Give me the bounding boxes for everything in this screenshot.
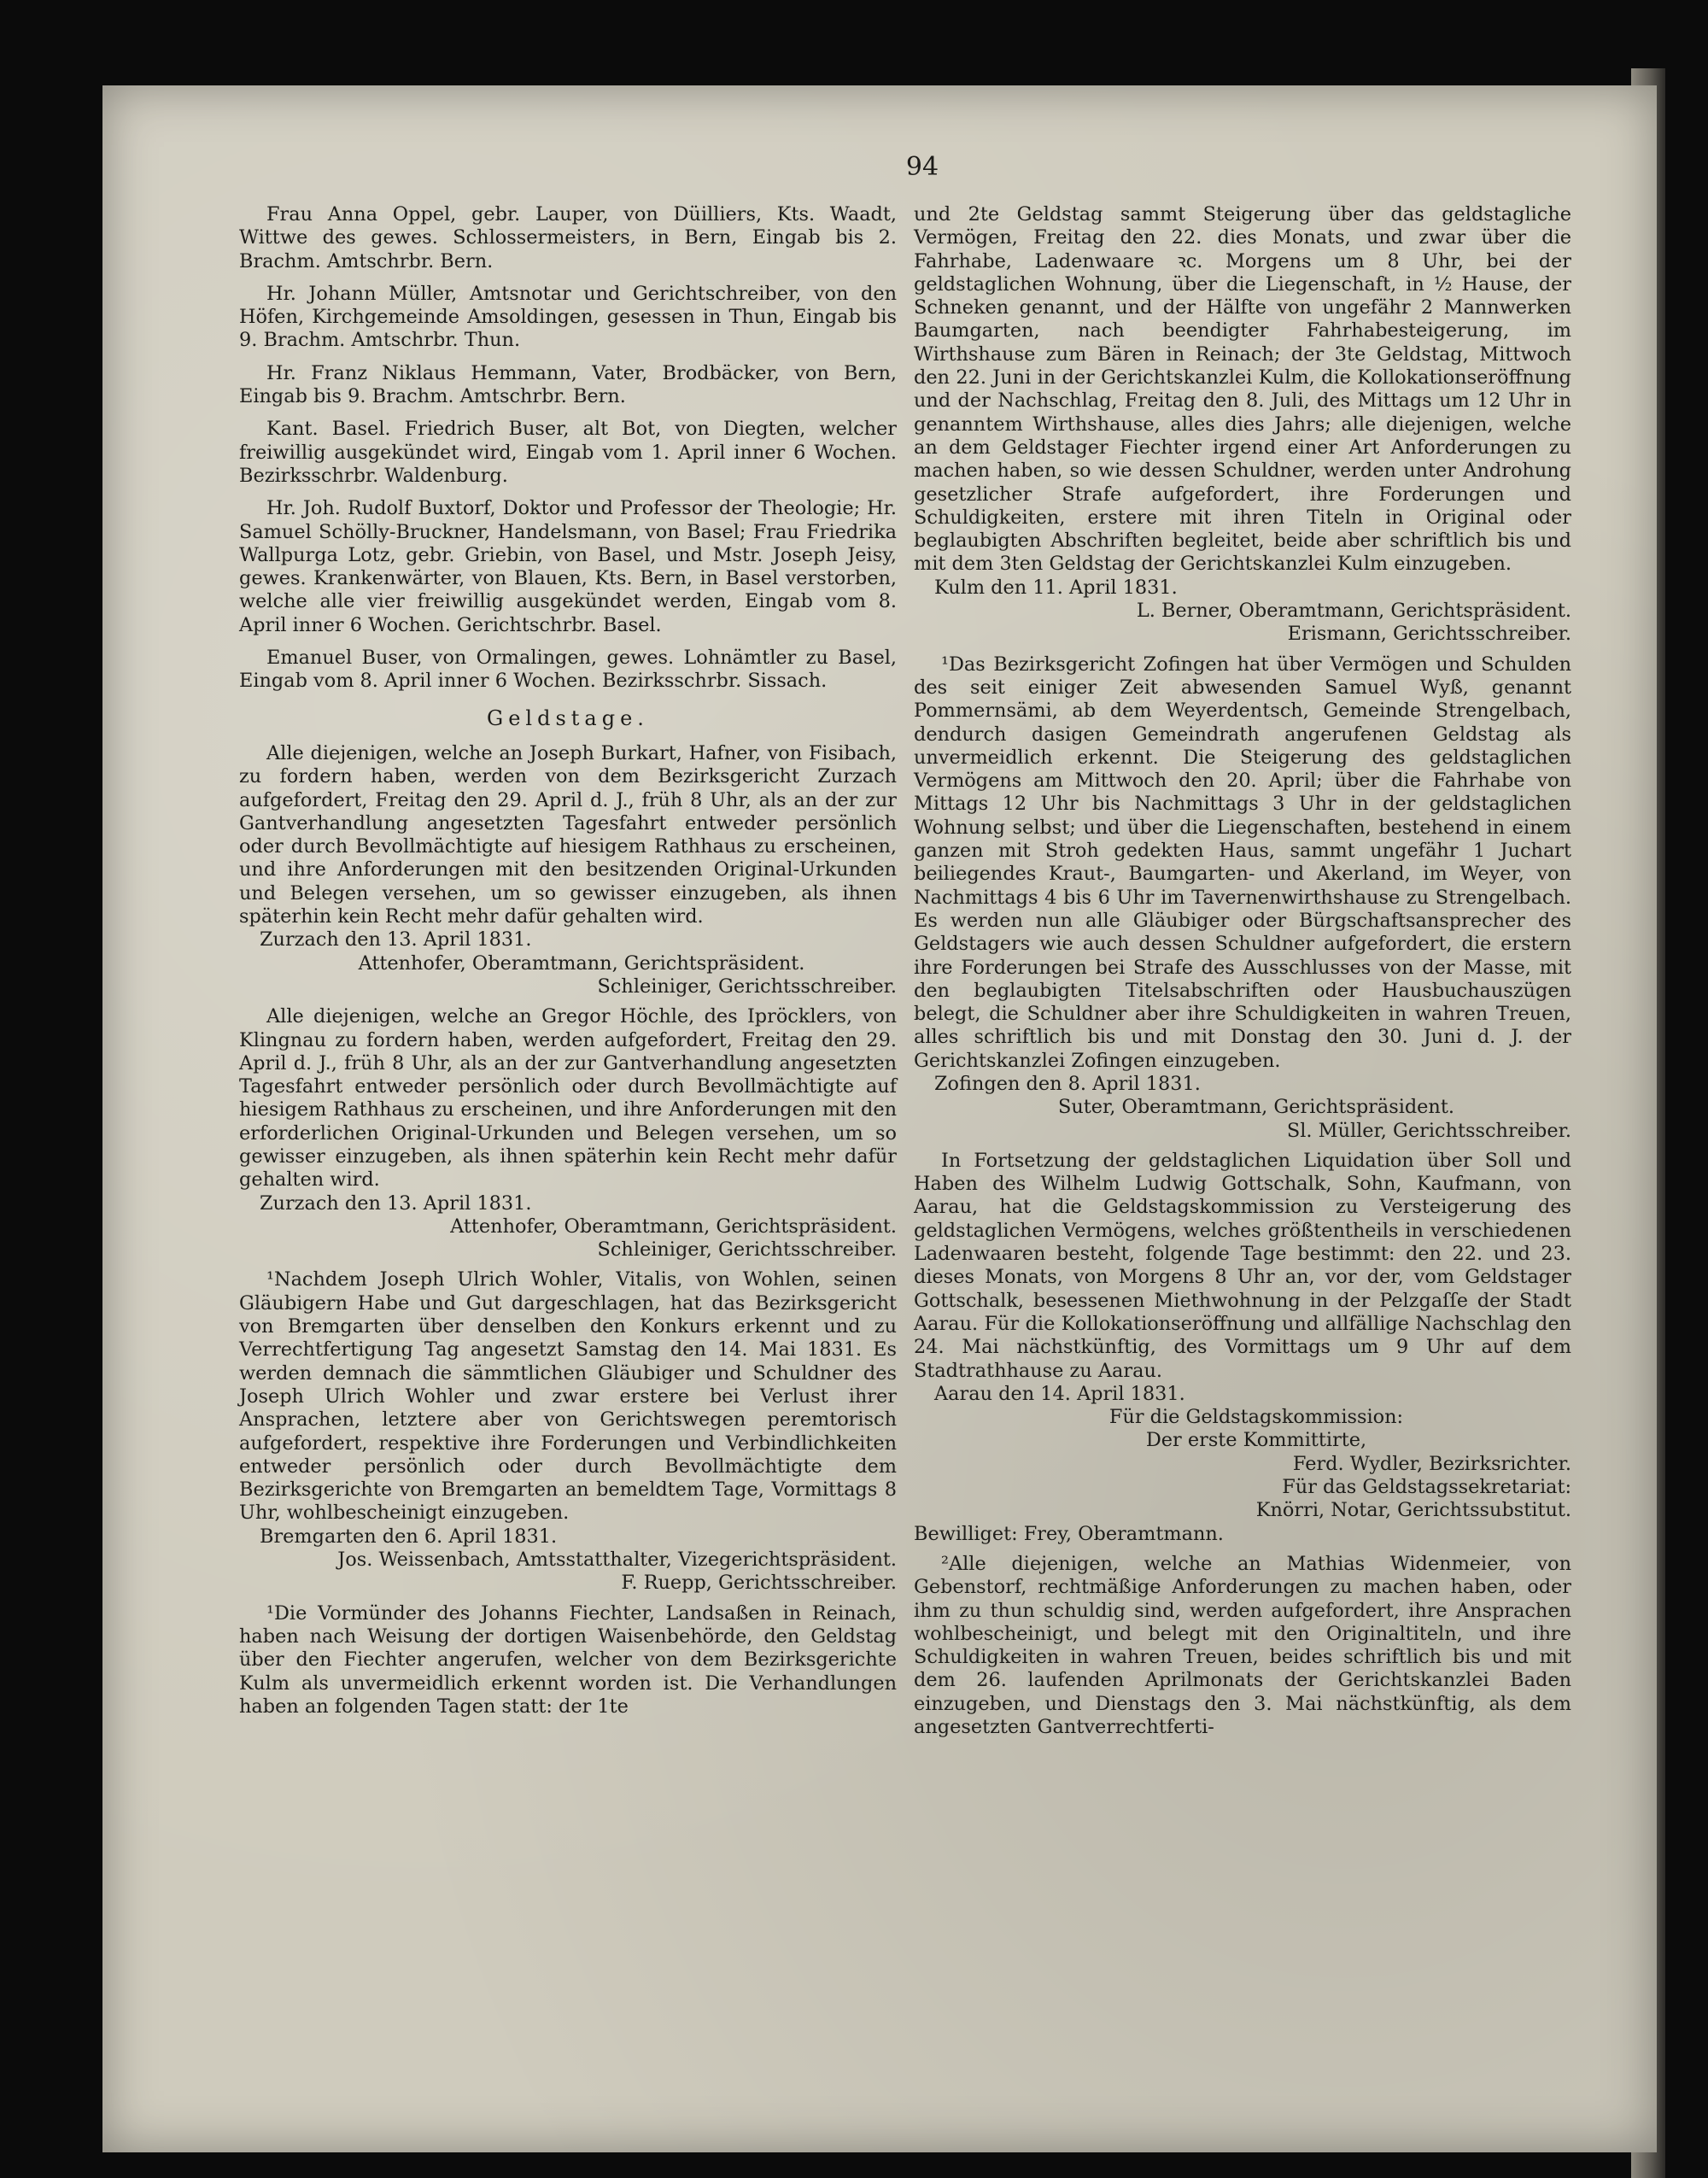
notice-paragraph: Kant. Basel. Friedrich Buser, alt Bot, von Diegten, welcher freiwillig ausgekündet wird, Eingab vom 1. April inner 6 Wochen. Bezirksschrbr. Waldenburg. — [239, 418, 897, 487]
notice-place-date: Zurzach den 13. April 1831. — [260, 1191, 532, 1215]
notice-signature: Attenhofer, Oberamtmann, Gerichtspräsident. — [450, 1215, 897, 1238]
notice-place-date: Aarau den 14. April 1831. — [934, 1382, 1185, 1405]
notice-signature: Sl. Müller, Gerichtsschreiber. — [1286, 1119, 1571, 1142]
notice-place-date: Bremgarten den 6. April 1831. — [260, 1525, 558, 1548]
notice-paragraph: Frau Anna Oppel, gebr. Lauper, von Düilliers, Kts. Waadt, Wittwe des gewes. Schlossermeisters, in Bern, Eingab bis 2. Brachm. Amtschrbr. Bern. — [239, 203, 897, 272]
notice-paragraph: ¹Nachdem Joseph Ulrich Wohler, Vitalis, von Wohlen, seinen Gläubigern Habe und Gut dargeschlagen, hat das Bezirksgericht von Bremgarten über denselben den Konkurs erkennt und zu Verrechtfertigung Tag angesetzt Samstag den 14. Mai 1831. Es werden demnach die sämmtlichen Gläubiger und Schuldner des Joseph Ulrich Wohler und zwar erstere bei Verlust ihrer Ansprachen, letztere aber von Gerichtswegen peremtorisch aufgefordert, respektive ihre Forderungen und Verbindlichkeiten entweder persönlich oder durch Bevollmächtigte dem Bezirksgerichte von Bremgarten an bemeldtem Tage, Vormittags 8 Uhr, wohlbescheinigt einzugeben. — [239, 1268, 897, 1525]
notice-signature: Jos. Weissenbach, Amtsstatthalter, Vizegerichtspräsident. — [337, 1549, 897, 1572]
notice-place-date: Kulm den 11. April 1831. — [934, 576, 1178, 599]
notice-signature: Schleiniger, Gerichtsschreiber. — [597, 1238, 897, 1262]
notice-signature: F. Ruepp, Gerichtsschreiber. — [621, 1572, 897, 1595]
notice-signature: Suter, Oberamtmann, Gerichtspräsident. — [1058, 1096, 1454, 1119]
left-column — [239, 203, 897, 1728]
notice-signature: Ferd. Wydler, Bezirksrichter. — [1292, 1452, 1571, 1475]
notice-paragraph: Emanuel Buser, von Ormalingen, gewes. Lohnämtler zu Basel, Eingab vom 8. April inner 6 Wochen. Bezirksschrbr. Sissach. — [239, 647, 897, 693]
notice-signature: L. Berner, Oberamtmann, Gerichtspräsident. — [1136, 600, 1571, 623]
notice-approval: Bewilliget: Frey, Oberamtmann. — [914, 1522, 1224, 1545]
notice-paragraph: und 2te Geldstag sammt Steigerung über das geldstagliche Vermögen, Freitag den 22. dies Monats, und zwar über die Fahrhabe, Ladenwaare ꝛc. Morgens um 8 Uhr, bei der geldstaglichen Wohnung, über die Liegenschaft, in ½ Hause, der Schneken genannt, und der Hälfte von ungefähr 2 Mannwerken Baumgarten, nach beendigter Fahrhabesteigerung, im Wirthshause zum Bären in Reinach; der 3te Geldstag, Mittwoch den 22. Juni in der Gerichtskanzlei Kulm, die Kollokationseröffnung und der Nachschlag, Freitag den 8. Juli, des Mittags um 12 Uhr in genanntem Wirthshause, alles dies Jahrs; alle diejenigen, welche an dem Geldstager Fiechter irgend einer Art Anforderungen zu machen haben, so wie dessen Schuldner, werden unter Androhung gesetzlicher Strafe aufgefordert, ihre Forderungen und Schuldigkeiten, erstere mit ihren Titeln in Original oder beglaubigten Abschriften begleitet, beide aber schriftlich bis und mit dem 3ten Geldstag der Gerichtskanzlei Kulm einzugeben. — [914, 203, 1571, 576]
notice-signature: Attenhofer, Oberamtmann, Gerichtspräsident. — [358, 951, 805, 975]
notice-paragraph: Hr. Franz Niklaus Hemmann, Vater, Brodbäcker, von Bern, Eingab bis 9. Brachm. Amtschrbr. Bern. — [239, 361, 897, 408]
notice-signature: Knörri, Notar, Gerichtssubstitut. — [1255, 1499, 1571, 1522]
notice-paragraph: Alle diejenigen, welche an Joseph Burkart, Hafner, von Fisibach, zu fordern haben, werden von dem Bezirksgericht Zurzach aufgefordert, Freitag den 29. April d. J., früh 8 Uhr, als an der zur Gantverhandlung angesetzten Tagesfahrt entweder persönlich oder durch Bevollmächtigte auf hiesigem Rathhaus zu erscheinen, und ihre Anforderungen mit den besitzenden Original-Urkunden und Belegen versehen, um so gewisser einzugeben, als ihnen späterhin kein Recht mehr dafür gehalten wird. — [239, 741, 897, 928]
notice-signature: Der erste Kommittirte, — [1145, 1429, 1367, 1452]
notice-signature: Für das Geldstagssekretariat: — [1282, 1476, 1571, 1499]
notice-signature: Erismann, Gerichtsschreiber. — [1287, 623, 1571, 646]
notice-paragraph: Alle diejenigen, welche an Gregor Höchle, des Ipröcklers, von Klingnau zu fordern haben, werden aufgefordert, Freitag den 29. April d. J., früh 8 Uhr, als an der zur Gantverhandlung angesetzten Tagesfahrt entweder persönlich oder durch Bevollmächtigte auf hiesigem Rathhaus zu erscheinen, und ihre Anforderungen mit den erforderlichen Original-Urkunden und Belegen versehen, um so gewisser einzugeben, als ihnen späterhin kein Recht mehr dafür gehalten wird. — [239, 1005, 897, 1191]
notice-paragraph: In Fortsetzung der geldstaglichen Liquidation über Soll und Haben des Wilhelm Ludwig Gottschalk, Sohn, Kaufmann, von Aarau, hat die Geldstagskommission zu Versteigerung des geldstaglichen Vermögens, welches größtentheils in verschiedenen Ladenwaaren besteht, folgende Tage bestimmt: den 22. und 23. dieses Monats, von Morgens 8 Uhr an, vor der, vom Geldstager Gottschalk, besessenen Miethwohnung in der Pelzgaſſe der Stadt Aarau. Für die Kollokationseröffnung und allfällige Nachschlag den 24. Mai nächstkünftig, des Vormittags um 9 Uhr auf dem Stadtrathhause zu Aarau. — [914, 1149, 1571, 1382]
notice-place-date: Zofingen den 8. April 1831. — [934, 1072, 1201, 1095]
notice-signature: Schleiniger, Gerichtsschreiber. — [597, 975, 897, 998]
notice-paragraph: ¹Das Bezirksgericht Zofingen hat über Vermögen und Schulden des seit einiger Zeit abwesenden Samuel Wyß, genannt Pommernsämi, ab dem Weyerdentsch, Gemeinde Strengelbach, dendurch dasigen Gemeindrath angerufenen Geldstag als unvermeidlich erkennt. Die Steigerung des geldstaglichen Vermögens am Mittwoch den 20. April; über die Fahrhabe von Mittags 12 Uhr bis Nachmittags 3 Uhr in der geldstaglichen Wohnung selbst; und über die Liegenschaften, bestehend in einem ganzen mit Stroh gedekten Haus, sammt ungefähr 1 Juchart beiliegendes Kraut-, Baumgarten- und Akerland, im Weyer, von Nachmittags 4 bis 6 Uhr im Tavernenwirthshause zu Strengelbach. Es werden nun alle Gläubiger oder Bürgschaftsansprecher des Geldstagers wie auch dessen Schuldner aufgefordert, die erstern ihre Forderungen bei Strafe des Ausschlusses von der Masse, mit den beglaubigten Titelsabschriften oder Hausbuchauszügen belegt, die Schuldner aber ihre Schuldigkeiten in wahren Treuen, alles schriftlich bis und mit Donstag den 30. Juni d. J. der Gerichtskanzlei Zofingen einzugeben. — [914, 653, 1571, 1072]
notice-place-date: Zurzach den 13. April 1831. — [260, 928, 532, 951]
notice-paragraph: Hr. Joh. Rudolf Buxtorf, Doktor und Professor der Theologie; Hr. Samuel Schölly-Bruckner, Handelsmann, von Basel; Frau Friedrika Wallpurga Lotz, gebr. Griebin, von Basel, und Mstr. Joseph Jeisy, gewes. Krankenwärter, von Blauen, Kts. Bern, in Basel verstorben, welche alle vier freiwillig ausgekündet werden, Eingab vom 8. April inner 6 Wochen. Gerichtschrbr. Basel. — [239, 497, 897, 636]
page-number: 94 — [905, 152, 939, 182]
notice-signature: Für die Geldstagskommission: — [1108, 1406, 1404, 1429]
section-heading: Geldstage. — [487, 706, 649, 730]
notice-paragraph: ¹Die Vormünder des Johanns Fiechter, Landsaßen in Reinach, haben nach Weisung der dortigen Waisenbehörde, den Geldstag über den Fiechter angerufen, welcher von dem Bezirksgerichte Kulm als unvermeidlich erkennt worden ist. Die Verhandlungen haben an folgenden Tagen statt: der 1te — [239, 1601, 897, 1718]
notice-paragraph: Hr. Johann Müller, Amtsnotar und Gerichtschreiber, von den Höfen, Kirchgemeinde Amsoldingen, gesessen in Thun, Eingab bis 9. Brachm. Amtschrbr. Thun. — [239, 282, 897, 352]
notice-paragraph: ²Alle diejenigen, welche an Mathias Widenmeier, von Gebenstorf, rechtmäßige Anforderungen zu machen haben, oder ihm zu thun schuldig sind, werden aufgefordert, ihre Ansprachen wohlbescheinigt, und belegt mit den Originaltiteln, und ihre Schuldigkeiten in wahren Treuen, beides schriftlich bis und mit dem 26. laufenden Aprilmonats der Gerichtskanzlei Baden einzugeben, und Dienstags den 3. Mai nächstkünftig, als dem angesetzten Gantverrechtferti- — [914, 1552, 1571, 1738]
right-column — [914, 203, 1571, 1748]
